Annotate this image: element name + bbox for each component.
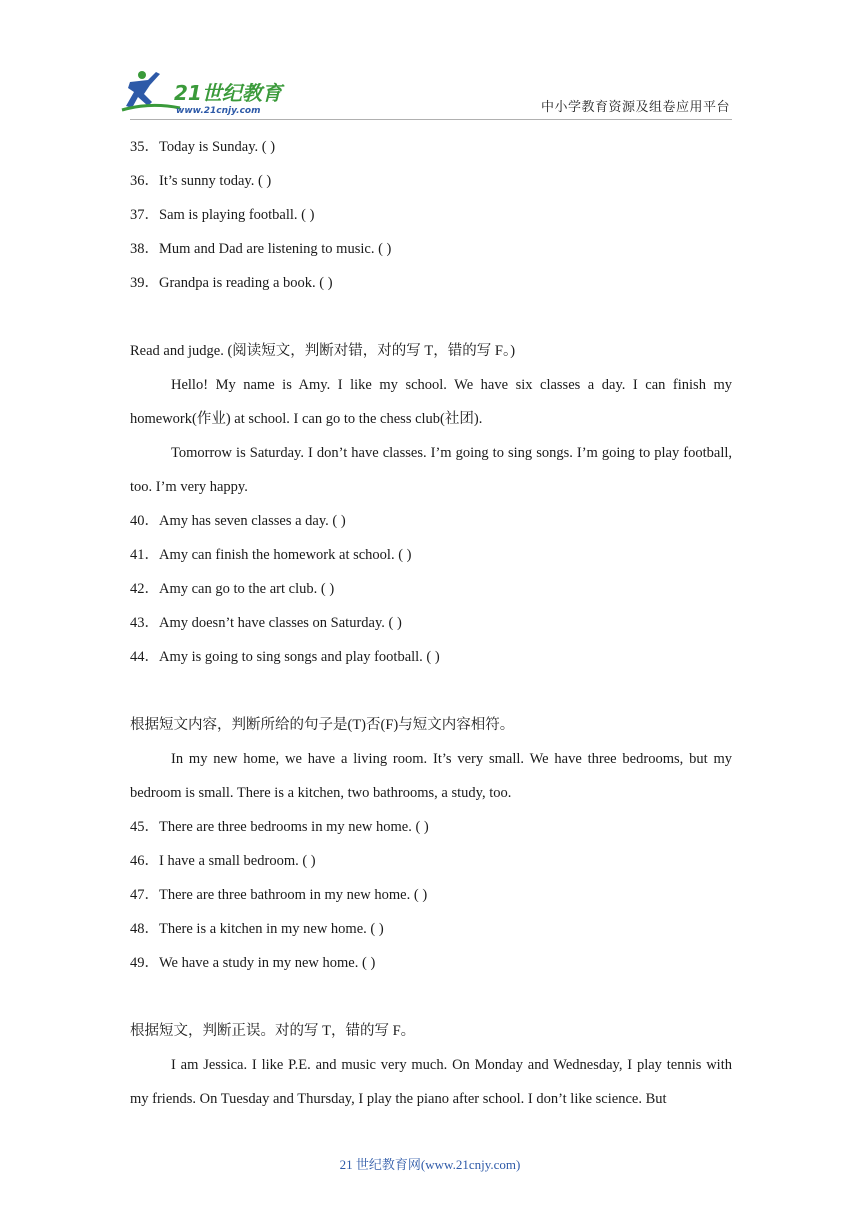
question-41: 41．Amy can finish the homework at school. ( )	[130, 547, 412, 563]
question-43: 43．Amy doesn’t have classes on Saturday. ( )	[130, 615, 402, 631]
runner-icon	[122, 71, 180, 110]
section-jessica	[130, 1014, 732, 1116]
section-title: 根据短文，判断正误。对的写 T，错的写 F。	[130, 1023, 416, 1039]
logo-url: www.21cnjy.com	[176, 106, 261, 116]
question-39: 39．Grandpa is reading a book. ( )	[130, 275, 333, 291]
section-title: 根据短文内容，判断所给的句子是(T)否(F)与短文内容相符。	[130, 717, 515, 733]
question-47: 47．There are three bathroom in my new home. ( )	[130, 887, 428, 903]
logo-21cnjy	[120, 68, 290, 116]
header-divider	[130, 119, 732, 120]
question-35: 35．Today is Sunday. ( )	[130, 139, 276, 155]
logo-text: 21世纪教育	[174, 81, 282, 105]
section-title: Read and judge. (阅读短文，判断对错，对的写 T，错的写 F。)	[130, 343, 516, 359]
question-48: 48．There is a kitchen in my new home. ( )	[130, 921, 384, 937]
page-header	[0, 0, 860, 125]
section-spacer	[130, 674, 732, 708]
question-37: 37．Sam is playing football. ( )	[130, 207, 315, 223]
platform-tagline: 中小学教育资源及组卷应用平台	[540, 100, 730, 115]
passage-paragraph: In my new home, we have a living room. It’s very small. We have three bedrooms, but my bedroom is small. There is a kitchen, two bathrooms, a study, too.	[130, 751, 732, 801]
worksheet-content	[130, 130, 732, 1116]
question-38: 38．Mum and Dad are listening to music. ( )	[130, 241, 392, 257]
question-42: 42．Amy can go to the art club. ( )	[130, 581, 335, 597]
question-49: 49．We have a study in my new home. ( )	[130, 955, 376, 971]
section-new-home	[130, 708, 732, 980]
question-45: 45．There are three bedrooms in my new home. ( )	[130, 819, 429, 835]
section-read-and-judge	[130, 334, 732, 674]
question-40: 40．Amy has seven classes a day. ( )	[130, 513, 346, 529]
question-44: 44．Amy is going to sing songs and play football. ( )	[130, 649, 440, 665]
question-46: 46．I have a small bedroom. ( )	[130, 853, 316, 869]
question-36: 36．It’s sunny today. ( )	[130, 173, 272, 189]
passage-paragraph: I am Jessica. I like P.E. and music very much. On Monday and Wednesday, I play tennis with my friends. On Tuesday and Thursday, I play the piano after school. I don’t like science. But	[130, 1057, 732, 1107]
passage-paragraph: Hello! My name is Amy. I like my school. We have six classes a day. I can finish my homework(作业) at school. I can go to the chess club(社团).	[130, 377, 732, 427]
section-spacer	[130, 980, 732, 1014]
section-spacer	[130, 300, 732, 334]
page-footer: 21 世纪教育网(www.21cnjy.com)	[339, 1157, 521, 1172]
passage-paragraph: Tomorrow is Saturday. I don’t have classes. I’m going to sing songs. I’m going to play football, too. I’m very happy.	[130, 445, 732, 495]
question-group-35-39	[130, 130, 732, 300]
